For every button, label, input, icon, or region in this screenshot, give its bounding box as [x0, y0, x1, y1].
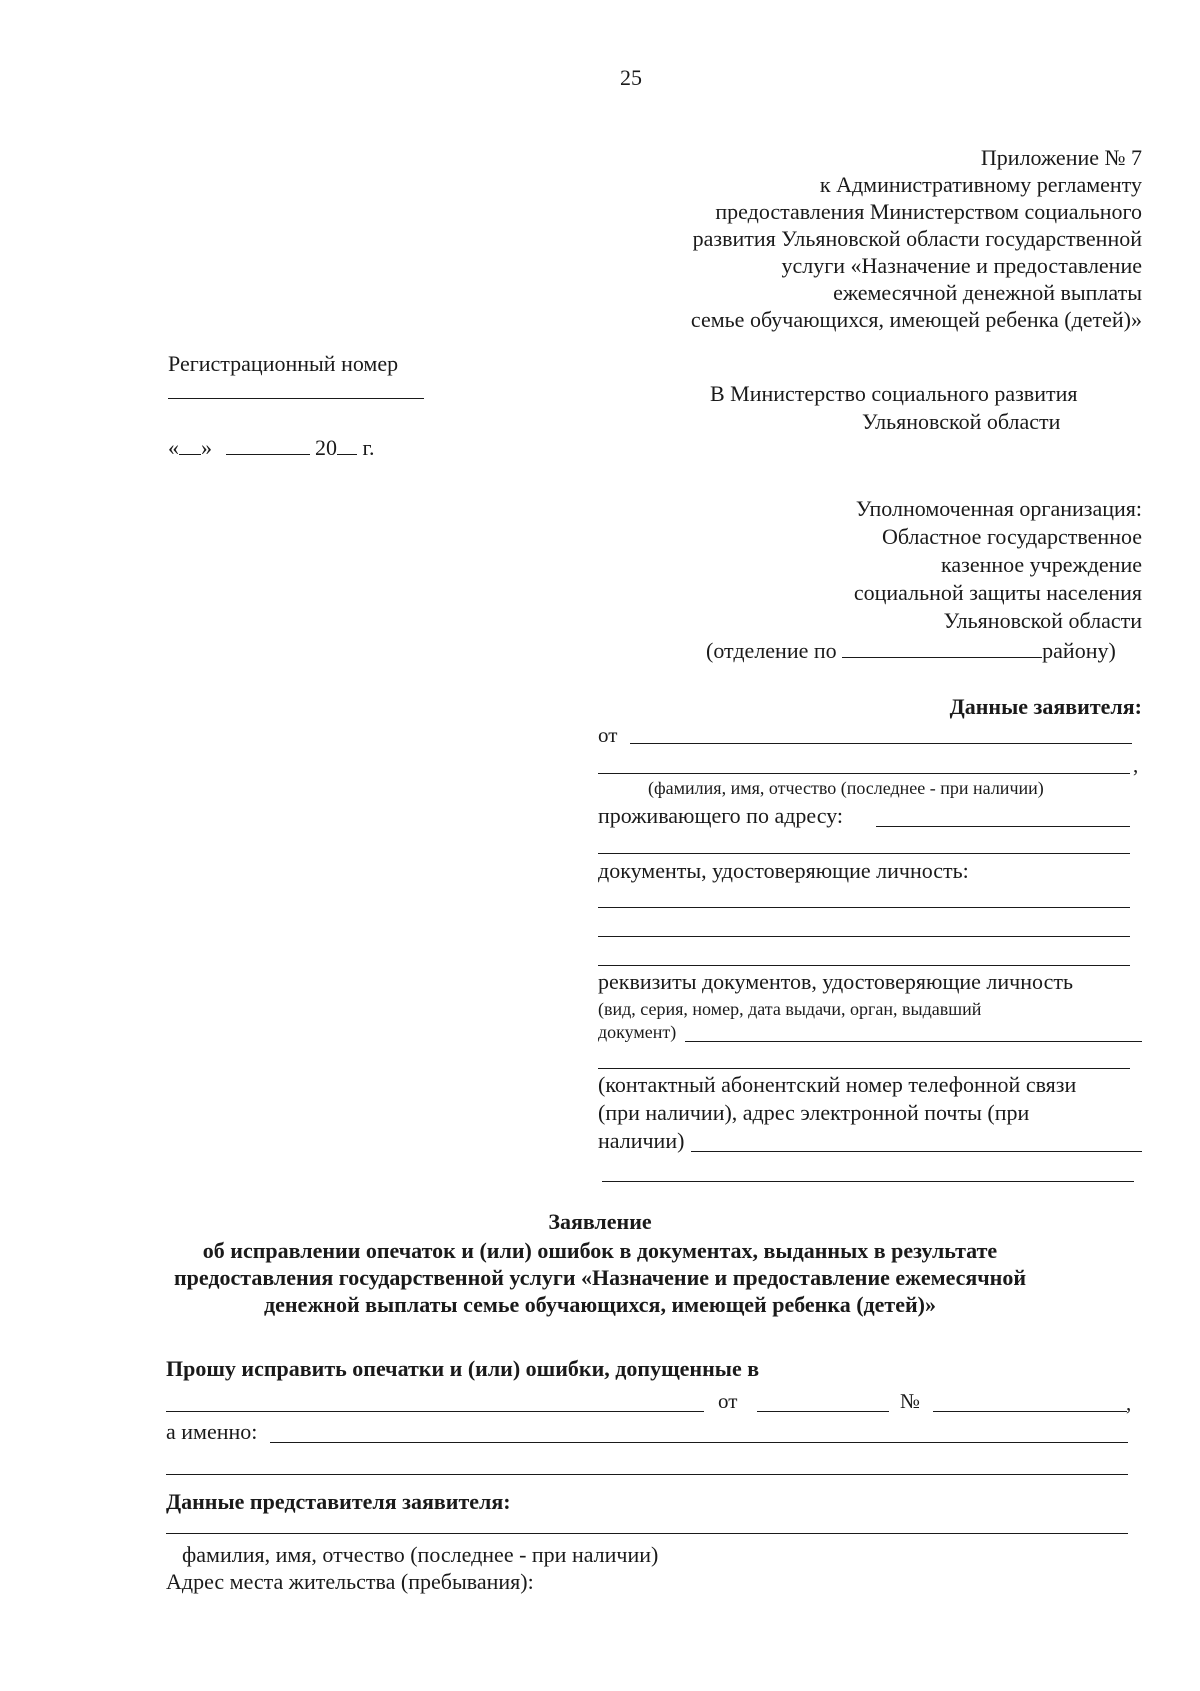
namely-label: а именно:	[166, 1419, 258, 1444]
appendix-line: развития Ульяновской области государственной	[692, 226, 1142, 251]
date-day-field[interactable]	[179, 432, 201, 455]
appendix-block	[582, 144, 1142, 333]
requisites-hint-2: документ)	[598, 1022, 677, 1042]
requisites-field-1[interactable]	[685, 1041, 1142, 1042]
from-label: от	[598, 723, 618, 747]
namely-field-1[interactable]	[270, 1442, 1128, 1443]
contact-line-2: (при наличии), адрес электронной почты (при	[598, 1100, 1030, 1125]
request-document-field[interactable]	[166, 1411, 704, 1412]
representative-name-field[interactable]	[166, 1533, 1128, 1534]
branch-suffix: району)	[1042, 638, 1116, 663]
statement-line-3: денежной выплаты семье обучающихся, имеющей ребенка (детей)»	[263, 1292, 936, 1317]
request-number-label: №	[900, 1389, 921, 1413]
appendix-line: предоставления Министерством социального	[715, 199, 1142, 224]
representative-address-label: Адрес места жительства (пребывания):	[166, 1569, 534, 1594]
organization-line: социальной защиты населения	[853, 580, 1142, 605]
applicant-name-field-2[interactable]	[598, 773, 1130, 774]
date-year-suffix: г.	[362, 435, 375, 460]
registration-label: Регистрационный номер	[168, 351, 399, 376]
requisites-label: реквизиты документов, удостоверяющие личность	[598, 969, 1073, 994]
request-number-field[interactable]	[933, 1411, 1127, 1412]
appendix-line: к Административному регламенту	[819, 172, 1142, 197]
registration-date	[168, 432, 375, 462]
address-label: проживающего по адресу:	[598, 803, 844, 828]
branch-prefix: (отделение по	[706, 638, 837, 663]
request-text: Прошу исправить опечатки и (или) ошибки, допущенные в	[166, 1356, 760, 1381]
name-comma: ,	[1133, 753, 1139, 777]
organization-line: казенное учреждение	[941, 552, 1142, 577]
contact-field-2[interactable]	[602, 1181, 1134, 1182]
contact-line-3: наличии)	[598, 1128, 685, 1153]
date-quote-close: »	[201, 435, 212, 460]
appendix-line: семье обучающихся, имеющей ребенка (детей)»	[690, 307, 1142, 332]
documents-label: документы, удостоверяющие личность:	[598, 858, 969, 883]
appendix-line: услуги «Назначение и предоставление	[781, 253, 1142, 278]
branch-district-field[interactable]	[842, 635, 1042, 658]
address-field-1[interactable]	[876, 826, 1130, 827]
date-quote-open: «	[168, 435, 179, 460]
appendix-line: Приложение № 7	[980, 145, 1142, 170]
addressee-line2: Ульяновской области	[862, 409, 1061, 434]
addressee-line1: В Министерство социального развития	[710, 381, 1078, 406]
documents-field-3[interactable]	[598, 965, 1130, 966]
contact-line-1: (контактный абонентский номер телефонной связи	[598, 1072, 1077, 1097]
applicant-heading: Данные заявителя:	[949, 694, 1142, 719]
organization-line: Ульяновской области	[943, 608, 1142, 633]
date-month-field[interactable]	[226, 432, 310, 455]
page-number: 25	[620, 65, 642, 90]
request-date-field[interactable]	[757, 1411, 889, 1412]
appendix-line: ежемесячной денежной выплаты	[833, 280, 1142, 305]
namely-field-2[interactable]	[166, 1474, 1128, 1475]
request-comma: ,	[1126, 1391, 1132, 1415]
request-from-label: от	[718, 1389, 738, 1413]
contact-field-1[interactable]	[691, 1151, 1142, 1152]
requisites-hint-1: (вид, серия, номер, дата выдачи, орган, выдавший	[598, 999, 982, 1019]
branch-line	[706, 635, 1116, 665]
address-field-2[interactable]	[598, 853, 1130, 854]
statement-title: Заявление	[548, 1209, 652, 1234]
statement-line-2: предоставления государственной услуги «Назначение и предоставление ежемесячной	[173, 1265, 1027, 1290]
applicant-name-field-1[interactable]	[630, 743, 1132, 744]
representative-heading: Данные представителя заявителя:	[166, 1489, 511, 1514]
representative-name-hint: фамилия, имя, отчество (последнее - при наличии)	[182, 1542, 659, 1567]
registration-number-field[interactable]	[168, 398, 424, 399]
organization-block	[642, 495, 1142, 635]
organization-line: Областное государственное	[881, 524, 1142, 549]
documents-field-1[interactable]	[598, 907, 1130, 908]
statement-line-1: об исправлении опечаток и (или) ошибок в документах, выданных в результате	[202, 1238, 998, 1263]
date-year-field[interactable]	[337, 432, 357, 455]
requisites-field-2[interactable]	[598, 1068, 1130, 1069]
name-hint: (фамилия, имя, отчество (последнее - при наличии)	[648, 778, 1044, 798]
organization-line: Уполномоченная организация:	[855, 496, 1142, 521]
documents-field-2[interactable]	[598, 936, 1130, 937]
date-year-prefix: 20	[315, 435, 337, 460]
